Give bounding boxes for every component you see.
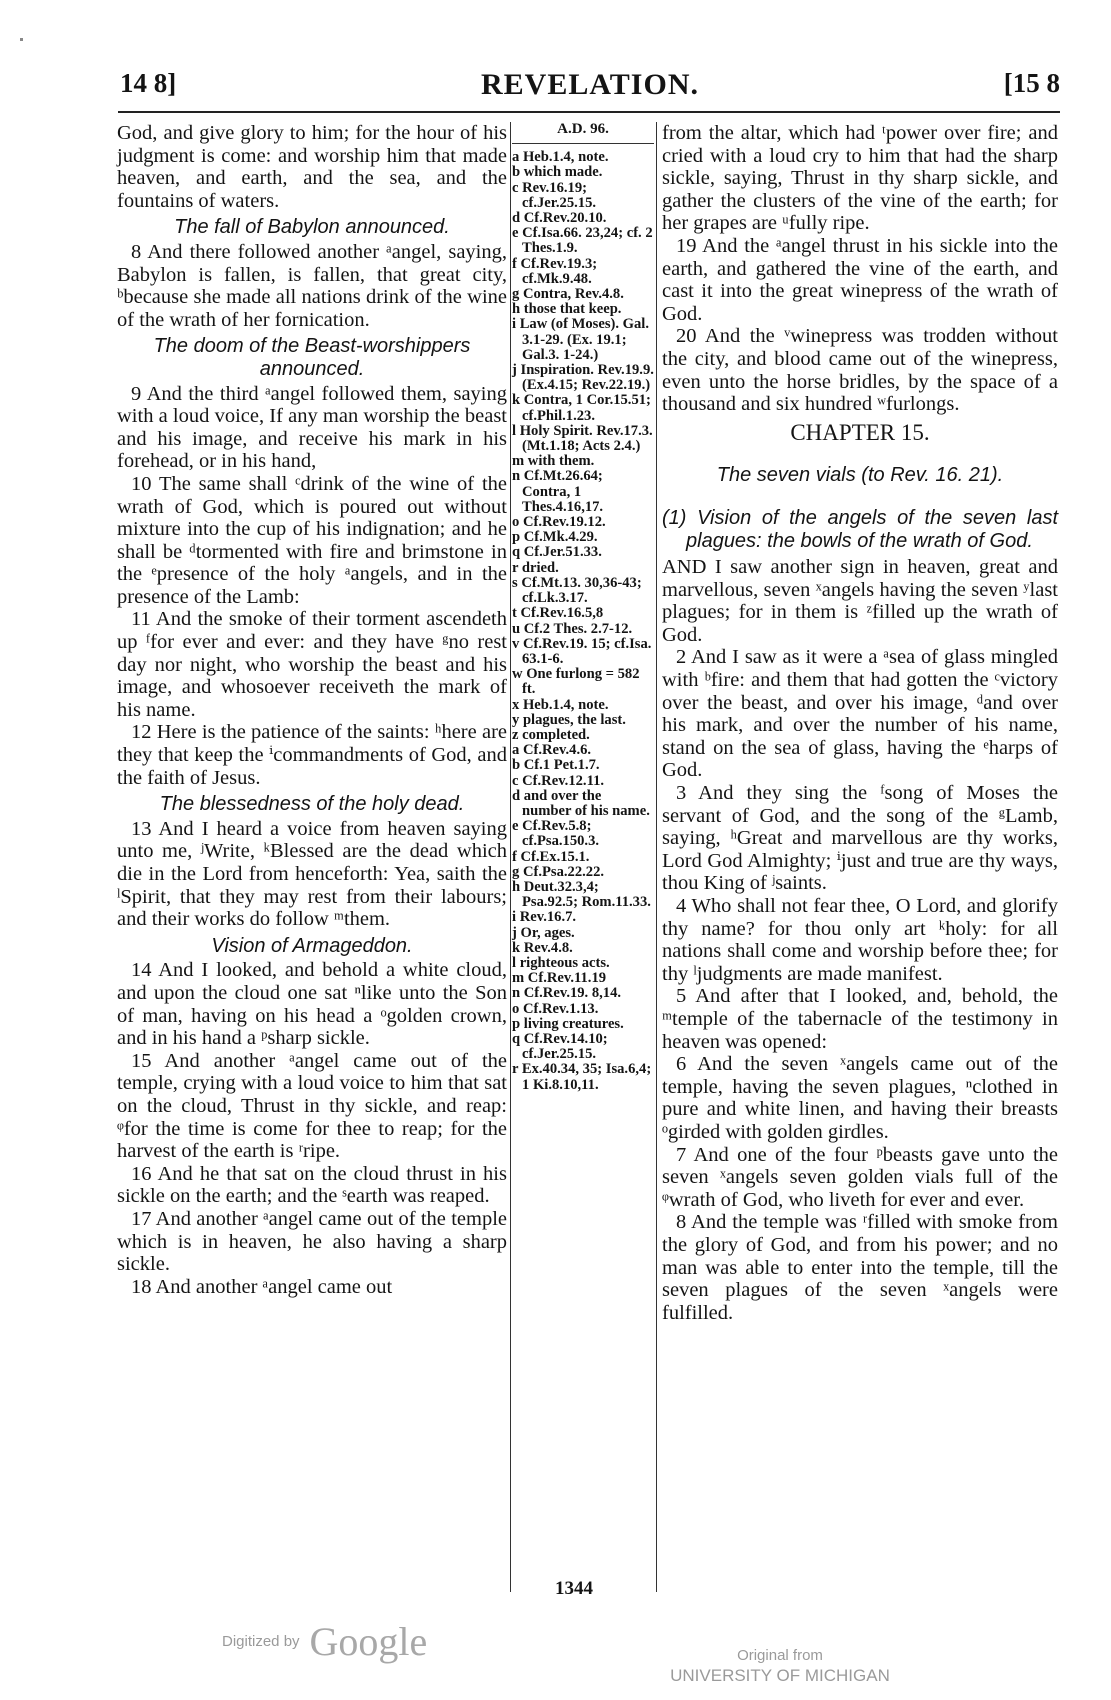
reference-note: t Cf.Rev.16.5,8: [512, 605, 604, 622]
reference-note: j Inspiration. Rev.19.9. (Ex.4.15; Rev.22.19.): [512, 362, 654, 394]
reference-note: l righteous acts.: [512, 954, 610, 971]
reference-note: o Cf.Rev.19.12.: [512, 514, 606, 531]
verse-paragraph: 8 And there followed another ᵃangel, saying, Babylon is fallen, is fallen, that great city, ᵇbecause she made all nations drink of the wine of the wrath of her fornication.: [117, 240, 507, 331]
verse-paragraph: AND I saw another sign in heaven, great and marvellous, seven ˣangels having the seven ʸlast plagues; for in them is ᶻfilled up the wrath of God.: [662, 556, 1058, 646]
reference-note: i Rev.16.7.: [512, 909, 577, 926]
reference-note: r Ex.40.34, 35; Isa.6,4; 1 Ki.8.10,11.: [512, 1061, 652, 1093]
reference-note: f Cf.Ex.15.1.: [512, 848, 590, 865]
verse-paragraph: 14 And I looked, and behold a white cloud, and upon the cloud one sat ⁿlike unto the Son of man, having on his head a ᵒgolden crown, and in his hand a ᵖsharp sickle.: [117, 959, 507, 1050]
reference-note: y plagues, the last.: [512, 711, 626, 728]
reference-note: o Cf.Rev.1.13.: [512, 1000, 599, 1017]
reference-note: g Cf.Psa.22.22.: [512, 863, 605, 880]
verse-paragraph: 4 Who shall not fear thee, O Lord, and glorify thy name? for thou only art ᵏholy: for all nations shall come and worship before thee; for thy ˡjudgments are made manifest.: [662, 895, 1058, 985]
reference-note: m Cf.Rev.11.19: [512, 970, 607, 987]
reference-note: u Cf.2 Thes. 2.7-12.: [512, 620, 633, 637]
reference-note: p Cf.Mk.4.29.: [512, 529, 598, 546]
reference-note: n Cf.Mt.26.64; Contra, 1 Thes.4.16,17.: [512, 468, 604, 515]
verse-paragraph: 13 And I heard a voice from heaven saying unto me, ʲWrite, ᵏBlessed are the dead which die in the Lord from henceforth: Yea, saith the ˡSpirit, that they may rest from their labours; and their works do follow ᵐthem.: [117, 817, 507, 931]
section-heading: Vision of Armageddon.: [211, 934, 413, 957]
original-from-watermark: [670, 1646, 890, 1686]
reference-note: e Cf.Rev.5.8; cf.Psa.150.3.: [512, 818, 600, 850]
marginal-notes: [512, 150, 654, 1093]
reference-note: s Cf.Mt.13. 30,36-43; cf.Lk.3.17.: [512, 574, 642, 607]
reference-note: j Or, ages.: [512, 924, 575, 941]
reference-note: m with them.: [512, 453, 595, 470]
reference-note: a Cf.Rev.4.6.: [512, 742, 592, 759]
verse-paragraph: 7 And one of the four ᵖbeasts gave unto the seven ˣangels seven golden vials full of the ᵠwrath of God, who liveth for ever and ever.: [662, 1143, 1058, 1211]
section-heading: The blessedness of the holy dead.: [159, 793, 465, 816]
reference-note: w One furlong = 582 ft.: [512, 666, 640, 698]
reference-column: [512, 122, 654, 1093]
page-number: 1344: [555, 1578, 593, 1599]
scan-speck: [20, 38, 23, 41]
chapter-subheading: (1) Vision of the angels of the seven last plagues: the bowls of the wrath of God.: [662, 506, 1058, 552]
reference-note: z completed.: [512, 726, 590, 743]
running-header: [120, 68, 1060, 112]
reference-note: r dried.: [512, 559, 559, 576]
verse-paragraph: 11 And the smoke of their torment ascendeth up ᶠfor ever and ever: and they have ᵍno rest day nor night, who worship the beast and his image, and whosoever receiveth the mark of his name.: [117, 608, 507, 721]
google-logo: Google: [309, 1619, 428, 1664]
reference-note: b Cf.1 Pet.1.7.: [512, 757, 600, 774]
reference-note: k Contra, 1 Cor.15.51; cf.Phil.1.23.: [512, 392, 651, 424]
reference-note: g Contra, Rev.4.8.: [512, 286, 624, 303]
reference-note: l Holy Spirit. Rev.17.3. (Mt.1.18; Acts 2.4.): [512, 422, 653, 455]
reference-note: c Rev.16.19; cf.Jer.25.15.: [512, 179, 597, 211]
verse-paragraph: 16 And he that sat on the cloud thrust in his sickle on the earth; and the ˢearth was reaped.: [117, 1162, 507, 1208]
column-divider-left: [510, 122, 511, 1592]
section-heading: The fall of Babylon announced.: [174, 216, 450, 239]
reference-note: f Cf.Rev.19.3; cf.Mk.9.48.: [512, 255, 598, 287]
verse-paragraph: 3 And they sing the ᶠsong of Moses the servant of God, and the song of the ᵍLamb, saying, ʰGreat and marvellous are thy works, Lord God Almighty; ⁱjust and true are thy ways, thou King of ʲsaints.: [662, 782, 1058, 895]
original-from-label: Original from: [737, 1647, 823, 1664]
verse-paragraph: God, and give glory to him; for the hour of his judgment is come: and worship him that made heaven, and earth, and the sea, and the fountains of waters.: [117, 122, 507, 212]
reference-note: q Cf.Rev.14.10; cf.Jer.25.15.: [512, 1030, 608, 1063]
verse-paragraph: 17 And another ᵃangel came out of the temple which is in heaven, he also having a sharp sickle.: [117, 1207, 507, 1276]
reference-note: n Cf.Rev.19. 8,14.: [512, 985, 622, 1002]
reference-note: e Cf.Isa.66. 23,24; cf. 2 Thes.1.9.: [512, 225, 653, 257]
verse-paragraph: 9 And the third ᵃangel followed them, saying with a loud voice, If any man worship the beast and his image, and receive his mark in his forehead, or in his hand,: [117, 382, 507, 473]
reference-note: d and over the number of his name.: [512, 787, 650, 819]
reference-note: x Heb.1.4, note.: [512, 696, 609, 713]
reference-note: i Law (of Moses). Gal. 3.1-29. (Ex. 19.1; Gal.3. 1-24.): [512, 316, 650, 363]
verse-paragraph: 10 The same shall ᶜdrink of the wine of the wrath of God, which is poured out without mixture into the cup of his indignation; and he shall be ᵈtormented with fire and brimstone in the ᵉpresence of the holy ᵃangels, and in the presence of the Lamb:: [117, 472, 507, 608]
column-divider-right: [656, 122, 657, 1592]
reference-note: h those that keep.: [512, 301, 622, 318]
verse-paragraph: 2 And I saw as it were a ᵃsea of glass mingled with ᵇfire: and them that had gotten the ᶜvictory over the beast, and over his image, ᵈand over his mark, and over the number of his name, stand on the sea of glass, having the ᵉharps of God.: [662, 646, 1058, 782]
header-rule: [118, 111, 1060, 113]
digitized-by-watermark: [222, 1618, 427, 1665]
right-text-column: [662, 122, 1058, 1324]
reference-note: v Cf.Rev.19. 15; cf.Isa. 63.1-6.: [512, 635, 652, 667]
reference-note: k Rev.4.8.: [512, 939, 573, 956]
digitized-by-label: Digitized by: [222, 1633, 300, 1650]
verse-paragraph: 12 Here is the patience of the saints: ʰhere are they that keep the ⁱcommandments of God, and the faith of Jesus.: [117, 721, 507, 789]
verse-paragraph: 20 And the ᵛwinepress was trodden without the city, and blood came out of the winepress, even unto the horse bridles, by the space of a thousand and six hundred ʷfurlongs.: [662, 325, 1058, 416]
verse-paragraph: 19 And the ᵃangel thrust in his sickle into the earth, and gathered the vine of the earth, and cast it into the great winepress of the wrath of God.: [662, 234, 1058, 325]
reference-note: a Heb.1.4, note.: [512, 149, 609, 166]
reference-note: p living creatures.: [512, 1015, 624, 1032]
verse-paragraph: 5 And after that I looked, and, behold, the ᵐtemple of the tabernacle of the testimony in heaven was opened:: [662, 985, 1058, 1053]
university-label: UNIVERSITY OF MICHIGAN: [670, 1666, 890, 1685]
reference-note: c Cf.Rev.12.11.: [512, 772, 605, 789]
date-label: A.D. 96.: [512, 122, 654, 144]
verse-paragraph: 8 And the temple was ʳfilled with smoke from the glory of God, and from his power; and no man was able to enter into the temple, till the seven plagues of the seven ˣangels were fulfilled.: [662, 1211, 1058, 1324]
header-right-ref: [15 8: [1003, 68, 1060, 98]
verse-paragraph: 6 And the seven ˣangels came out of the temple, having the seven plagues, ⁿclothed in pure and white linen, and having their breasts ᵒgirded with golden girdles.: [662, 1053, 1058, 1143]
chapter-subtitle: The seven vials (to Rev. 16. 21).: [716, 464, 1004, 487]
verse-paragraph: 15 And another ᵃangel came out of the temple, crying with a loud voice to him that sat on the cloud, Thrust in thy sickle, and reap: ᵠfor the time is come for thee to reap; for the harvest of the earth is ʳripe.: [117, 1049, 507, 1163]
verse-paragraph: from the altar, which had ᵗpower over fire; and cried with a loud cry to him that had the sharp sickle, saying, Thrust in thy sharp sickle, and gather the clusters of the vine of the earth; for her grapes are ᵘfully ripe.: [662, 122, 1058, 235]
chapter-heading: CHAPTER 15.: [790, 419, 930, 445]
left-text-column: [117, 122, 507, 1298]
section-heading: The doom of the Beast-worshippers announced.: [153, 335, 471, 380]
verse-paragraph: 18 And another ᵃangel came out: [131, 1275, 393, 1298]
book-title: REVELATION.: [481, 68, 699, 101]
header-left-ref: 14 8]: [120, 68, 177, 98]
reference-note: d Cf.Rev.20.10.: [512, 210, 607, 227]
reference-note: q Cf.Jer.51.33.: [512, 544, 602, 561]
reference-note: h Deut.32.3,4; Psa.92.5; Rom.11.33.: [512, 878, 651, 911]
reference-note: b which made.: [512, 164, 603, 181]
